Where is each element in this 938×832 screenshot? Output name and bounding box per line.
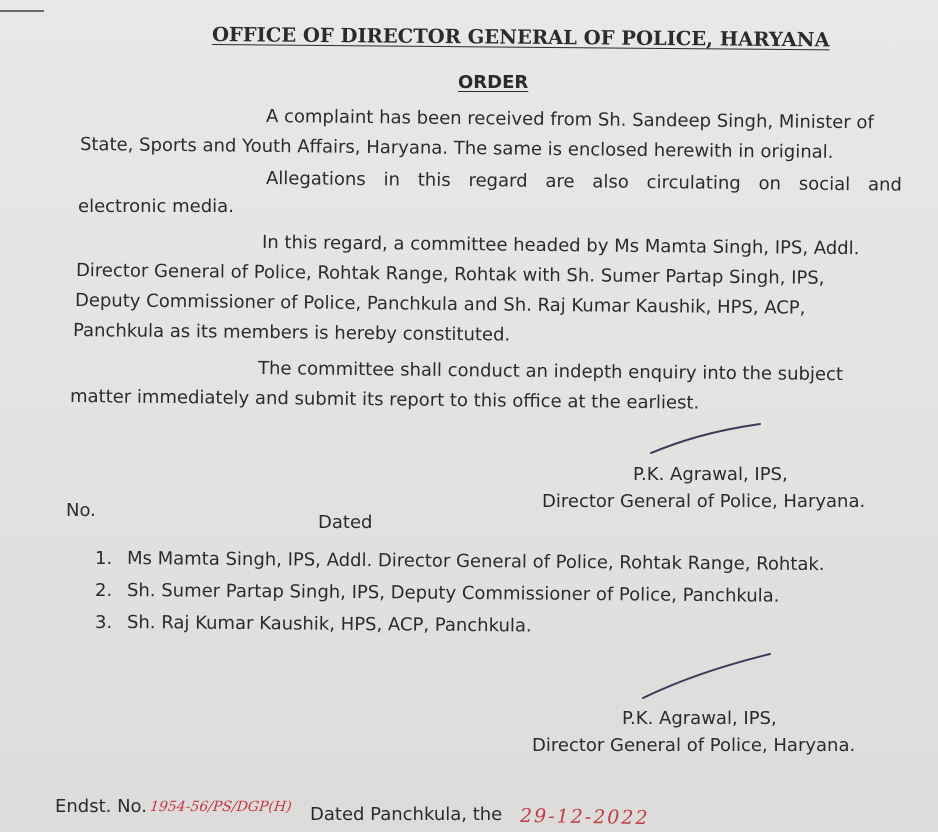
signatory-1-designation: Director General of Police, Haryana. [542, 491, 866, 512]
distribution-item-2-text: Sh. Sumer Partap Singh, IPS, Deputy Commissioner of Police, Panchkula. [126, 580, 780, 607]
signature-1-mark [648, 418, 764, 458]
distribution-item-3-text: Sh. Raj Kumar Kaushik, HPS, ACP, Panchkula. [126, 612, 532, 637]
paragraph-4-line-1: The committee shall conduct an indepth enquiry into the subject [257, 358, 844, 386]
paragraph-3-line-4: Panchkula as its members is hereby constituted. [72, 320, 511, 346]
paragraph-4-line-2: matter immediately and submit its report to this office at the earliest. [69, 386, 700, 414]
distribution-item-2-number: 2. [95, 580, 113, 601]
signatory-1-name: P.K. Agrawal, IPS, [633, 464, 788, 485]
paragraph-3-line-1: In this regard, a committee headed by Ms Mamta Singh, IPS, Addl. [261, 232, 860, 260]
distribution-item-1-number: 1. [95, 548, 113, 569]
paragraph-2-line-1: Allegations in this regard are also circulating on social and [265, 168, 903, 196]
signatory-2-designation: Director General of Police, Haryana. [532, 735, 856, 756]
dated-label: Dated [318, 512, 373, 533]
no-label: No. [66, 500, 96, 521]
handwritten-endorsement-date: 29-12-2022 [519, 804, 650, 830]
paragraph-2-line-2: electronic media. [78, 196, 234, 217]
order-heading: ORDER [458, 72, 529, 93]
paragraph-3-line-3: Deputy Commissioner of Police, Panchkula and Sh. Raj Kumar Kaushik, HPS, ACP, [74, 290, 806, 319]
signatory-2-name: P.K. Agrawal, IPS, [622, 708, 777, 729]
office-title: OFFICE OF DIRECTOR GENERAL OF POLICE, HARYANA [211, 23, 830, 52]
distribution-item-1-text: Ms Mamta Singh, IPS, Addl. Director General of Police, Rohtak Range, Rohtak. [126, 548, 825, 576]
signature-2-mark [640, 650, 774, 704]
paragraph-1-line-1: A complaint has been received from Sh. Sandeep Singh, Minister of [265, 106, 874, 134]
endorsement-dated-text: Dated Panchkula, the [310, 804, 503, 825]
handwritten-endorsement-number: 1954-56/PS/DGP(H) [149, 799, 293, 815]
paragraph-1-line-2: State, Sports and Youth Affairs, Haryana. The same is enclosed herewith in original. [79, 134, 834, 163]
distribution-item-3-number: 3. [95, 612, 113, 633]
endorsement-prefix: Endst. No. [55, 796, 147, 817]
paragraph-3-line-2: Director General of Police, Rohtak Range, Rohtak with Sh. Sumer Partap Singh, IPS, [75, 260, 825, 289]
edge-mark [0, 10, 44, 12]
